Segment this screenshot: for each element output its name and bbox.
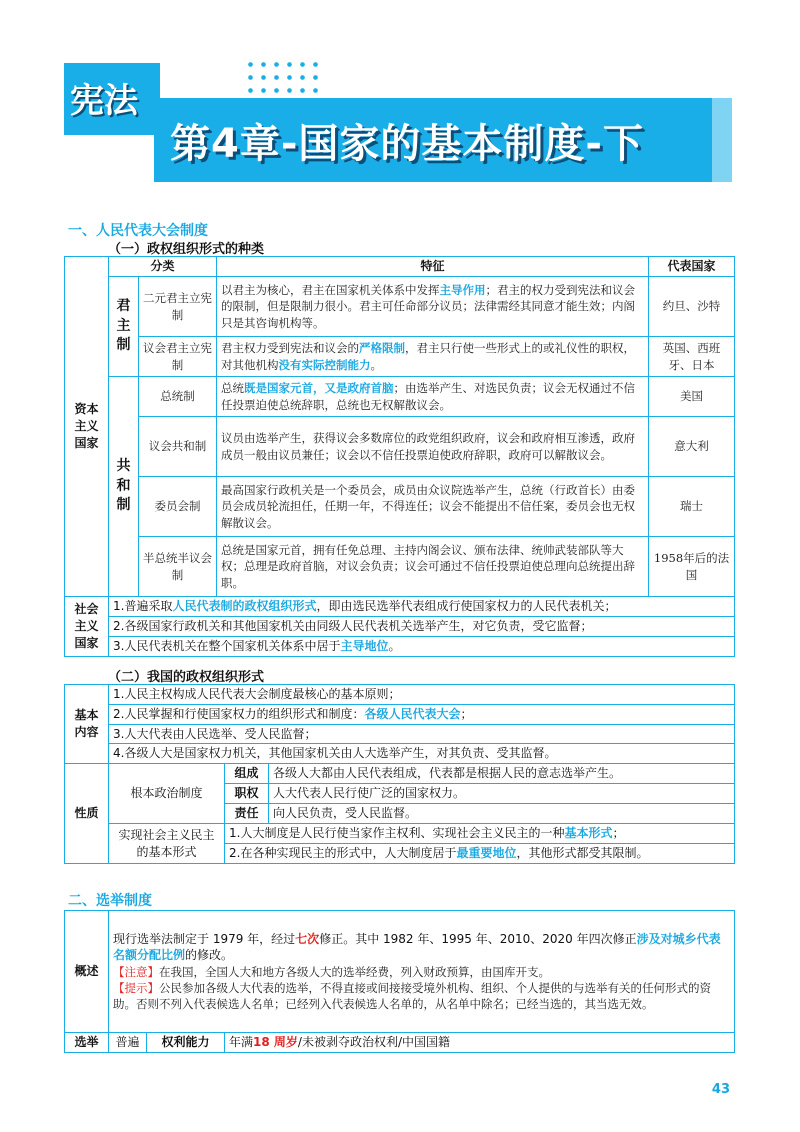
feature-cell: 总统是国家元首，拥有任免总理、主持内阁会议、颁布法律、统帅武装部队等大权；总理是政府首脑，对议会负责；议会可通过不信任投票迫使总理向总统提出辞职。 xyxy=(217,537,649,597)
subsection-title-2: （二）我国的政权组织形式 xyxy=(108,670,265,685)
country-cell: 1958年后的法国 xyxy=(649,537,735,597)
socialist-label: 社会主义国家 xyxy=(65,597,109,657)
republic-label: 共和制 xyxy=(109,377,139,597)
socialist-item: 2.各级国家行政机关和其他国家机关由同级人民代表机关选举产生，对它负责，受它监督； xyxy=(109,617,735,637)
decorative-dots xyxy=(244,58,324,98)
note-tip: 【提示】公民参加各级人大代表的选举，不得直接或间接接受境外机构、组织、个人提供的与选举有关的任何形式的资助。否则不列入代表候选人名单；已经列入代表候选人名单的，从名单中除名；已经当选的，其当选无效。 xyxy=(113,981,711,1012)
type-cell: 总统制 xyxy=(139,377,217,417)
page-number: 43 xyxy=(711,1082,730,1097)
socialist-item: 1.普遍采取人民代表制的政权组织形式，即由选民选举代表组成行使国家权力的人民代表机关； xyxy=(109,597,735,617)
socialist-item: 3.人民代表机关在整个国家机关体系中居于主导地位。 xyxy=(109,637,735,657)
socialist-democracy-item: 2.在各种实现民主的形式中，人大制度居于最重要地位，其他形式都受其限制。 xyxy=(225,844,735,864)
feature-cell: 总统既是国家元首，又是政府首脑；由选举产生、对选民负责；议会无权通过不信任投票迫使总统辞职，总统也无权解散议会。 xyxy=(217,377,649,417)
feature-cell: 君主权力受到宪法和议会的严格限制，君主只行使一些形式上的或礼仪性的职权，对其他机构没有实际控制能力。 xyxy=(217,337,649,377)
country-cell: 约旦、沙特 xyxy=(649,277,735,337)
type-cell: 议会君主立宪制 xyxy=(139,337,217,377)
socialist-democracy-item: 1.人大制度是人民行使当家作主权利、实现社会主义民主的一种基本形式； xyxy=(225,824,735,844)
basic-item: 4.各级人大是国家权力机关，其他国家机关由人大选举产生，对其负责、受其监督。 xyxy=(109,744,735,764)
our-system-table xyxy=(64,684,735,864)
universal-label: 普遍 xyxy=(109,1033,147,1053)
overview-paragraph: 现行选举法制定于 1979 年，经过七次修正。其中 1982 年、1995 年、2010、2020 年四次修正涉及对城乡代表名额分配比例的修改。 xyxy=(113,931,721,963)
feature-cell: 最高国家行政机关是一个委员会，成员由众议院选举产生，总统（行政首长）由委员会成员轮流担任，任期一年，不得连任；议会不能提出不信任案，委员会也无权解散议会。 xyxy=(217,477,649,537)
overview-content xyxy=(109,911,735,1033)
subject-tag xyxy=(64,63,160,135)
type-cell: 委员会制 xyxy=(139,477,217,537)
country-cell: 美国 xyxy=(649,377,735,417)
overview-label: 概述 xyxy=(65,911,109,1033)
subsection-title-1: （一）政权组织形式的种类 xyxy=(108,242,265,257)
responsibility-value: 向人民负责，受人民监督。 xyxy=(269,804,735,824)
col-header-type: 分类 xyxy=(109,257,217,277)
powers-key: 职权 xyxy=(225,784,269,804)
country-cell: 意大利 xyxy=(649,417,735,477)
chapter-title-banner xyxy=(154,98,714,182)
country-cell: 英国、西班牙、日本 xyxy=(649,337,735,377)
feature-cell: 议员由选举产生，获得议会多数席位的政党组织政府，议会和政府相互渗透，政府成员一般由议员兼任；议会以不信任投票迫使政府辞职，政府可以解散议会。 xyxy=(217,417,649,477)
subject-tag-text: 宪法 xyxy=(70,81,138,121)
type-cell: 议会共和制 xyxy=(139,417,217,477)
basic-item: 1.人民主权构成人民代表大会制度最核心的基本原则； xyxy=(109,685,735,705)
election-table xyxy=(64,910,735,1053)
col-header-country: 代表国家 xyxy=(649,257,735,277)
socialist-democracy-label: 实现社会主义民主的基本形式 xyxy=(109,824,225,864)
fundamental-system-label: 根本政治制度 xyxy=(109,764,225,824)
monarchy-label: 君主制 xyxy=(109,277,139,377)
feature-cell: 以君主为核心，君主在国家机关体系中发挥主导作用；君主的权力受到宪法和议会的限制，但是限制力很小。君主可任命部分议员；法律需经其同意才能生效；内阁只是其咨询机构等。 xyxy=(217,277,649,337)
type-cell: 二元君主立宪制 xyxy=(139,277,217,337)
basic-item: 2.人民掌握和行使国家权力的组织形式和制度：各级人民代表大会； xyxy=(109,704,735,724)
section-title-1: 一、人民代表大会制度 xyxy=(68,223,208,239)
responsibility-key: 责任 xyxy=(225,804,269,824)
basic-item: 3.人大代表由人民选举、受人民监督； xyxy=(109,724,735,744)
capacity-value: 年满18 周岁/未被剥夺政治权利/中国国籍 xyxy=(225,1033,735,1053)
nature-label: 性质 xyxy=(65,764,109,864)
type-cell: 半总统半议会制 xyxy=(139,537,217,597)
country-cell: 瑞士 xyxy=(649,477,735,537)
government-forms-table xyxy=(64,256,735,657)
section-title-2: 二、选举制度 xyxy=(68,893,152,909)
banner-edge xyxy=(712,98,732,182)
note-attention: 【注意】在我国，全国人大和地方各级人大的选举经费，列入财政预算，由国库开支。 xyxy=(113,965,550,980)
composition-value: 各级人大都由人民代表组成，代表都是根据人民的意志选举产生。 xyxy=(269,764,735,784)
col-header-feature: 特征 xyxy=(217,257,649,277)
composition-key: 组成 xyxy=(225,764,269,784)
capacity-label: 权利能力 xyxy=(147,1033,225,1053)
chapter-title: 第4章-国家的基本制度-下 xyxy=(170,121,645,167)
basic-content-label: 基本内容 xyxy=(65,685,109,764)
powers-value: 人大代表人民行使广泛的国家权力。 xyxy=(269,784,735,804)
election-label: 选举 xyxy=(65,1033,109,1053)
capitalist-label: 资本主义国家 xyxy=(65,257,109,597)
